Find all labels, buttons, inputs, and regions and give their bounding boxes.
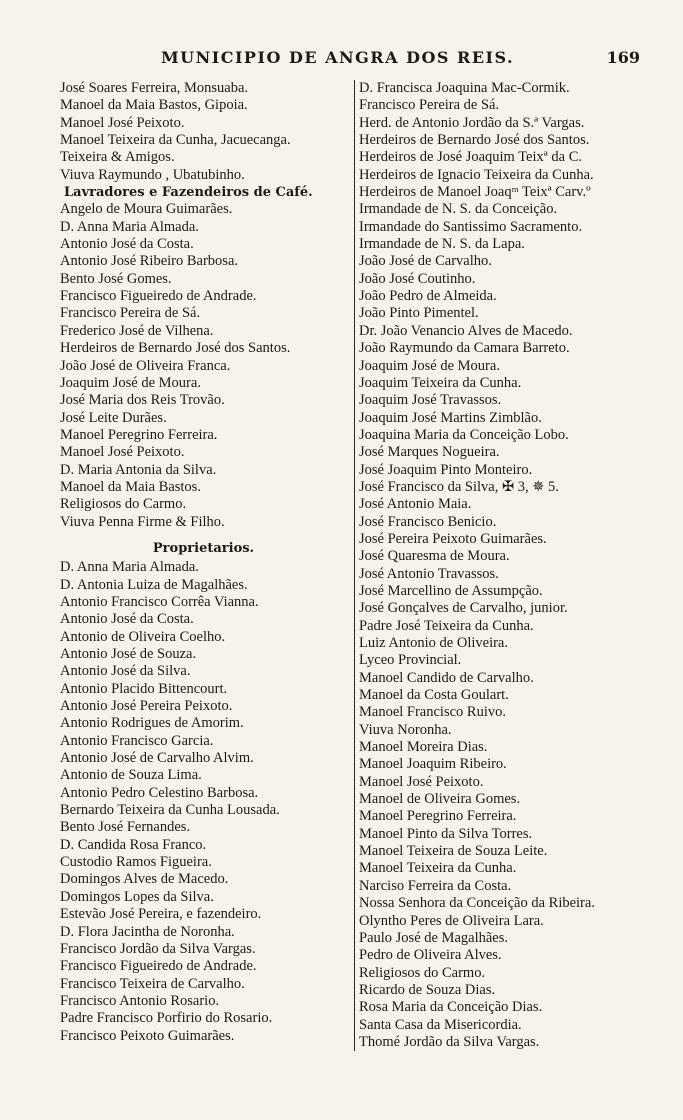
list-item: Viuva Noronha. <box>359 721 452 738</box>
list-item: José Leite Durães. <box>60 409 167 426</box>
list-item: Herdeiros de Bernardo José dos Santos. <box>359 132 590 149</box>
list-item: Herd. de Antonio Jordão da S.ª Vargas. <box>359 114 585 131</box>
list-item: Manoel Teixeira da Cunha, Jacuecanga. <box>60 132 291 149</box>
list-item: Custodio Ramos Figueira. <box>60 854 212 871</box>
list-item: Joaquim José de Moura. <box>60 374 201 391</box>
list-item: Antonio José de Carvalho Alvim. <box>60 750 254 767</box>
list-item: Antonio José de Souza. <box>60 646 197 662</box>
list-item: Manoel Teixeira da Cunha. <box>359 860 517 877</box>
list-item: José Marques Nogueira. <box>359 444 500 461</box>
list-item: Manoel José Peixoto. <box>60 114 185 131</box>
list-item: D. Flora Jacintha de Noronha. <box>60 923 235 940</box>
list-item: Irmandade de N. S. da Lapa. <box>359 236 525 253</box>
list-item: Antonio Pedro Celestino Barbosa. <box>60 784 259 801</box>
list-item: Paulo José de Magalhães. <box>359 929 508 946</box>
list-item: Francisco Figueiredo de Andrade. <box>60 288 257 305</box>
left-column <box>60 80 347 1045</box>
right-list <box>359 80 654 1051</box>
list-item: José Quaresma de Moura. <box>359 548 510 565</box>
list-item: Bento José Gomes. <box>60 270 172 287</box>
list-item: Manoel Moreira Dias. <box>359 739 488 756</box>
list-item: Manoel Francisco Ruivo. <box>359 704 506 721</box>
list-item: Joaquim Teixeira da Cunha. <box>359 374 522 391</box>
list-item: Antonio de Oliveira Coelho. <box>60 628 226 645</box>
list-item: Manoel Peregrino Ferreira. <box>359 808 517 825</box>
lavradores-list <box>60 201 347 531</box>
list-item: Herdeiros de Manoel Joaqᵐ Teixª Carv.º <box>359 184 591 201</box>
list-item: José Marcellino de Assumpção. <box>359 582 543 599</box>
list-item: Antonio José da Costa. <box>60 236 194 253</box>
list-item: Manoel de Oliveira Gomes. <box>359 791 521 808</box>
list-item: Antonio José da Silva. <box>60 663 191 680</box>
list-item: Antonio de Souza Lima. <box>60 767 202 784</box>
list-item: Manoel Joaquim Ribeiro. <box>359 756 507 773</box>
list-item: Francisco Figueiredo de Andrade. <box>60 958 257 975</box>
list-item: Francisco Jordão da Silva Vargas. <box>60 940 256 957</box>
right-column <box>354 80 654 1051</box>
list-item: José Soares Ferreira, Monsuaba. <box>60 80 249 96</box>
list-item: Antonio José da Costa. <box>60 611 194 628</box>
list-item: Padre Francisco Porfirio do Rosario. <box>60 1010 273 1027</box>
list-item: Antonio Francisco Corrêa Vianna. <box>60 593 259 610</box>
list-item: Rosa Maria da Conceição Dias. <box>359 999 543 1016</box>
list-item: Religiosos do Carmo. <box>359 964 486 981</box>
list-item: José Joaquim Pinto Monteiro. <box>359 461 533 478</box>
list-item: Antonio José Pereira Peixoto. <box>60 698 233 715</box>
list-item: D. Antonia Luiza de Magalhães. <box>60 576 248 593</box>
list-item: Luiz Antonio de Oliveira. <box>359 635 508 651</box>
list-item: Antonio Placido Bittencourt. <box>60 680 228 697</box>
list-item: Olyntho Peres de Oliveira Lara. <box>359 912 544 929</box>
list-item: D. Anna Maria Almada. <box>60 559 199 576</box>
list-item: Joaquim José Travassos. <box>359 392 502 409</box>
list-item: Manoel Candido de Carvalho. <box>359 669 534 686</box>
page-number: 169 <box>606 48 640 67</box>
list-item: D. Anna Maria Almada. <box>60 218 199 235</box>
list-item: Manoel da Costa Goulart. <box>359 687 509 704</box>
list-item: Irmandade do Santissimo Sacramento. <box>359 218 583 235</box>
list-item: João José de Oliveira Franca. <box>60 357 231 374</box>
list-item: D. Maria Antonia da Silva. <box>60 461 217 478</box>
page-title: MUNICIPIO DE ANGRA DOS REIS. <box>160 48 515 67</box>
list-item: Manoel Pinto da Silva Torres. <box>359 825 533 842</box>
list-item: José Francisco Benicio. <box>359 513 497 530</box>
list-item: Ricardo de Souza Dias. <box>359 981 496 998</box>
list-item: Joaquim José Martins Zimblão. <box>359 409 542 426</box>
list-item: José Antonio Maia. <box>359 496 472 513</box>
list-item: Viuva Raymundo , Ubatubinho. <box>60 166 245 183</box>
list-item: Thomé Jordão da Silva Vargas. <box>359 1033 540 1050</box>
list-item: Antonio Francisco Garcia. <box>60 732 214 749</box>
list-item: Nossa Senhora da Conceição da Ribeira. <box>359 895 595 912</box>
list-item: Herdeiros de Ignacio Teixeira da Cunha. <box>359 166 594 183</box>
list-item: Padre José Teixeira da Cunha. <box>359 617 534 634</box>
list-item: Domingos Alves de Macedo. <box>60 871 229 888</box>
list-item: Irmandade de N. S. da Conceição. <box>359 201 558 218</box>
list-item: João Pinto Pimentel. <box>359 305 479 322</box>
list-item: Narciso Ferreira da Costa. <box>359 877 512 894</box>
lavradores-heading: Lavradores e Fazendeiros de Café. <box>64 185 313 201</box>
list-item: Manoel da Maia Bastos, Gipoia. <box>60 97 248 114</box>
page-header <box>60 46 640 70</box>
list-item: João José Coutinho. <box>359 270 476 287</box>
list-item: Lyceo Provincial. <box>359 652 462 669</box>
list-item: Francisco Peixoto Guimarães. <box>60 1027 235 1044</box>
list-item: Viuva Penna Firme & Filho. <box>60 513 225 530</box>
list-item: José Maria dos Reis Trovão. <box>60 392 225 409</box>
list-item: D. Candida Rosa Franco. <box>60 836 207 853</box>
list-item: Dr. João Venancio Alves de Macedo. <box>359 322 573 339</box>
proprietarios-list <box>60 559 347 1045</box>
list-item: José Pereira Peixoto Guimarães. <box>359 530 547 547</box>
list-item: Frederico José de Vilhena. <box>60 322 214 339</box>
list-item: Manoel José Peixoto. <box>60 444 185 461</box>
list-item: Herdeiros de José Joaquim Teixª da C. <box>359 149 582 166</box>
list-item: Joaquina Maria da Conceição Lobo. <box>359 426 569 443</box>
list-item: Manoel da Maia Bastos. <box>60 478 201 495</box>
list-item: Manoel Teixeira de Souza Leite. <box>359 843 548 860</box>
list-item: Herdeiros de Bernardo José dos Santos. <box>60 340 291 357</box>
list-item: Estevão José Pereira, e fazendeiro. <box>60 906 262 923</box>
left-top-list <box>60 80 347 184</box>
list-item: José Francisco da Silva, ✠ 3, ✵ 5. <box>359 478 559 495</box>
list-item: José Antonio Travassos. <box>359 565 499 582</box>
list-item: Manoel Peregrino Ferreira. <box>60 426 218 443</box>
list-item: Antonio Rodrigues de Amorim. <box>60 715 244 732</box>
list-item: Antonio José Ribeiro Barbosa. <box>60 253 239 270</box>
list-item: João Raymundo da Camara Barreto. <box>359 340 570 357</box>
list-item: Bento José Fernandes. <box>60 819 191 836</box>
list-item: Teixeira & Amigos. <box>60 149 175 166</box>
list-item: Angelo de Moura Guimarães. <box>60 201 233 218</box>
list-item: Francisco Pereira de Sá. <box>60 305 201 322</box>
list-item: Francisco Teixeira de Carvalho. <box>60 975 245 992</box>
section-gap <box>60 531 347 540</box>
list-item: João Pedro de Almeida. <box>359 288 497 305</box>
proprietarios-heading: Proprietarios. <box>152 540 255 556</box>
list-item: Santa Casa da Misericordia. <box>359 1016 522 1033</box>
list-item: José Gonçalves de Carvalho, junior. <box>359 600 568 617</box>
list-item: João José de Carvalho. <box>359 253 492 270</box>
list-item: Joaquim José de Moura. <box>359 357 500 374</box>
list-item: Pedro de Oliveira Alves. <box>359 947 502 964</box>
list-item: Francisco Antonio Rosario. <box>60 992 220 1009</box>
list-item: Religiosos do Carmo. <box>60 496 187 513</box>
list-item: Manoel José Peixoto. <box>359 773 484 790</box>
list-item: D. Francisca Joaquina Mac-Cormik. <box>359 80 570 96</box>
list-item: Bernardo Teixeira da Cunha Lousada. <box>60 802 280 819</box>
list-item: Domingos Lopes da Silva. <box>60 888 214 905</box>
list-item: Francisco Pereira de Sá. <box>359 97 500 114</box>
